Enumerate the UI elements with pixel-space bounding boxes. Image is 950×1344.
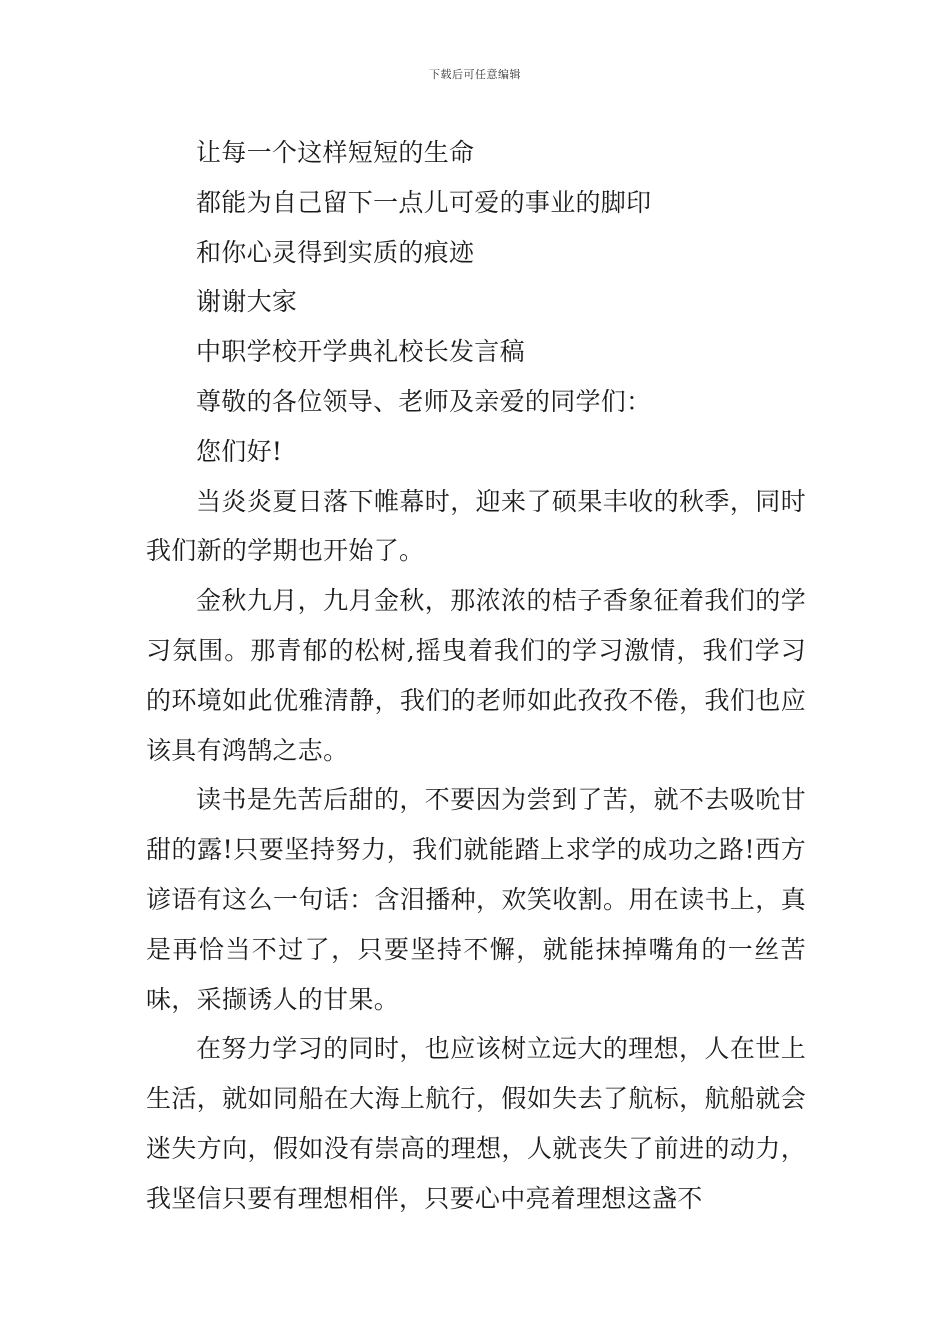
greeting: 您们好! <box>196 436 283 466</box>
paragraph: 金秋九月，九月金秋，那浓浓的桔子香象征着我们的学习氛围。那青郁的松树,摇曳着我们的学习激情，我们学习的环境如此优雅清静，我们的老师如此孜孜不倦，我们也应该具有鸿鹄之志。 <box>146 586 806 765</box>
page-header: 下载后可任意编辑 <box>429 68 521 81</box>
text-line: 让每一个这样短短的生命 <box>196 138 475 167</box>
salutation: 尊敬的各位领导、老师及亲爱的同学们： <box>196 386 652 416</box>
document-body <box>146 128 806 1224</box>
paragraph: 读书是先苦后甜的，不要因为尝到了苦，就不去吸吮甘甜的露!只要坚持努力，我们就能踏上求学的成功之路!西方谚语有这么一句话：含泪播种，欢笑收割。用在读书上，真是再恰当不过了，只要坚持不懈，就能抹掉嘴角的一丝苦味，采撷诱人的甘果。 <box>146 785 806 1014</box>
text-line: 谢谢大家 <box>196 287 298 317</box>
speech-title: 中职学校开学典礼校长发言稿 <box>196 337 525 367</box>
paragraph: 在努力学习的同时，也应该树立远大的理想，人在世上生活，就如同船在大海上航行，假如失去了航标，航船就会迷失方向，假如没有崇高的理想，人就丧失了前进的动力，我坚信只要有理想相伴，只要心中亮着理想这盏不 <box>146 1034 806 1213</box>
text-line: 都能为自己留下一点儿可爱的事业的脚印 <box>196 187 652 217</box>
text-line: 和你心灵得到实质的痕迹 <box>196 237 475 267</box>
paragraph: 当炎炎夏日落下帷幕时，迎来了硕果丰收的秋季，同时我们新的学期也开始了。 <box>146 486 806 566</box>
